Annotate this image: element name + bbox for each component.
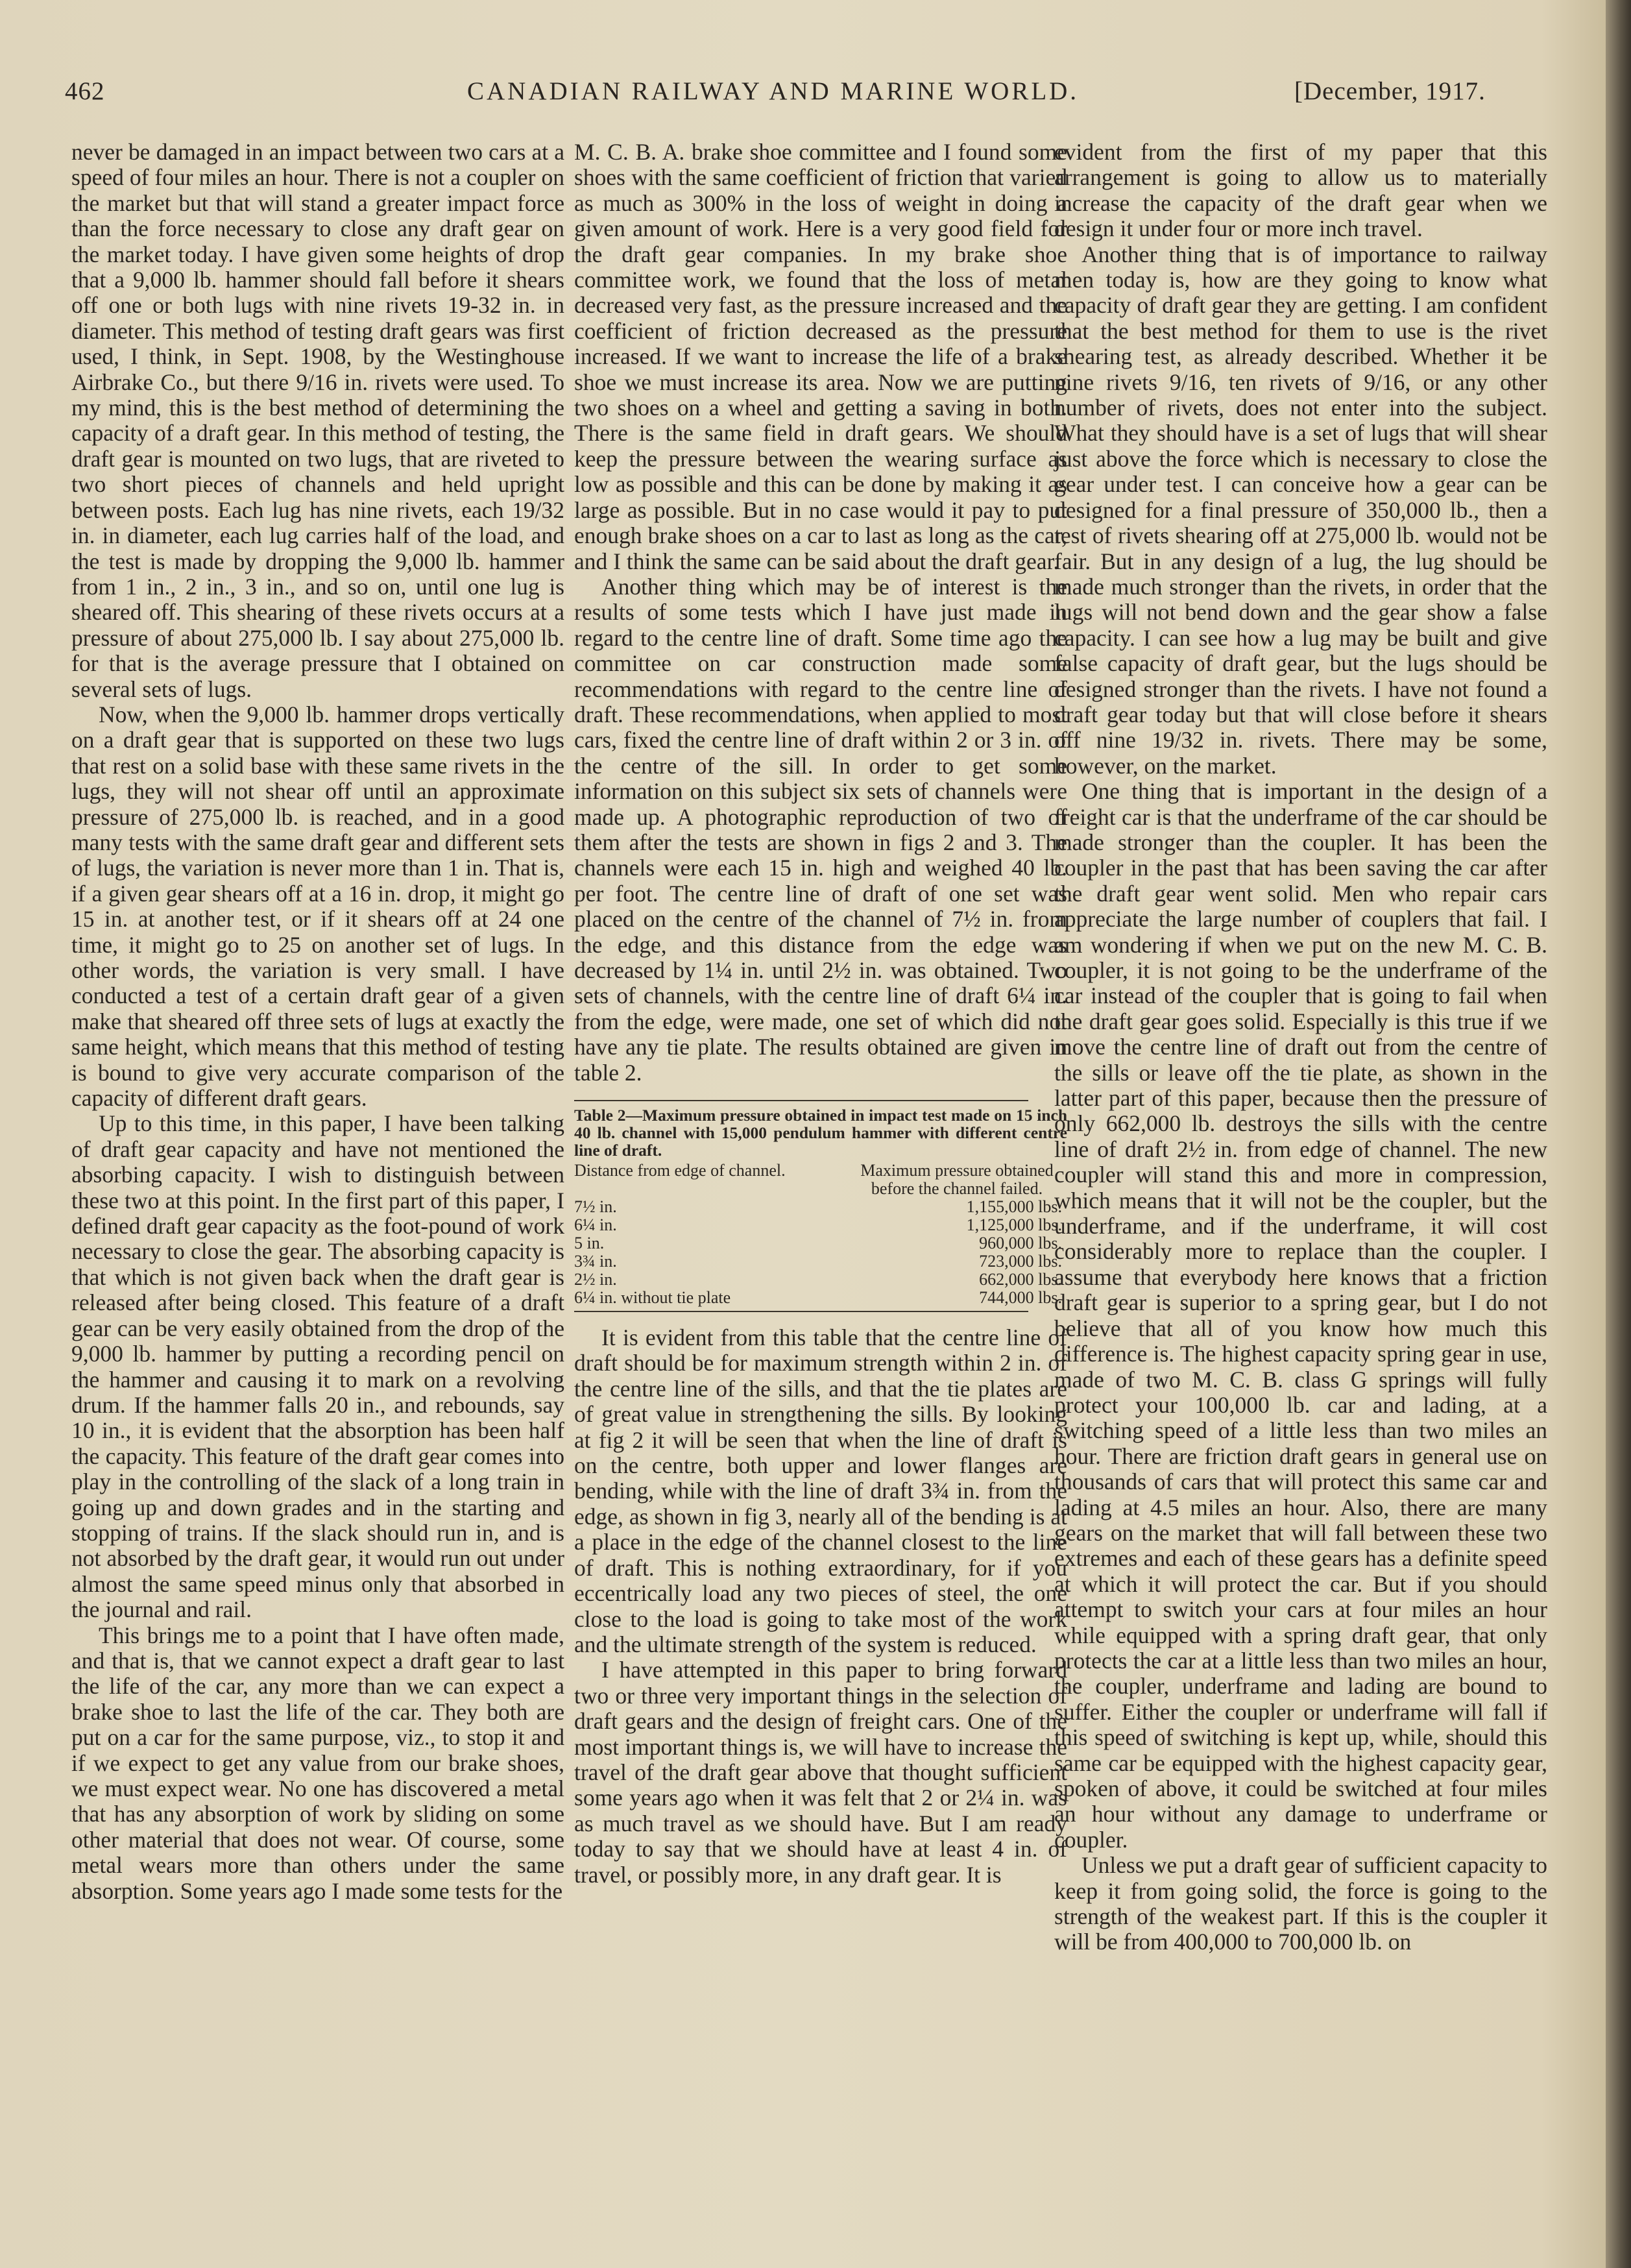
text-column-3 <box>1054 140 1547 1955</box>
paragraph: Up to this time, in this paper, I have been talking of draft gear capacity and have not mentioned the absorbing capacity. I wish to distinguish between these two at this point. In the first part of this paper, I defined draft gear capacity as the foot-pound of work necessary to close the gear. The absorbing capacity is that which is not given back when the draft gear is released after being closed. This feature of a draft gear can be very easily obtained from the drop of the 9,000 lb. hammer by putting a recording pencil on the hammer and causing it to mark on a revolving drum. If the hammer falls 20 in., and rebounds, say 10 in., it is evident that the absorption has been half the capacity. This feature of the draft gear comes into play in the controlling of the slack of a long train in going up and down grades and in the starting and stopping of trains. If the slack should run in, and is not absorbed by the draft gear, it would run out under almost the same speed minus only that absorbed in the journal and rail. <box>71 1110 564 1623</box>
table-row <box>574 1216 1067 1234</box>
table-top-rule <box>574 1100 1028 1101</box>
data-table <box>574 1100 1067 1312</box>
paragraph: Unless we put a draft gear of sufficient capacity to keep it from going solid, the force is going to the strength of the weakest part. If this is the coupler it will be from 400,000 to 700,000 lb. on <box>1054 1852 1547 1955</box>
paragraph: This brings me to a point that I have often made, and that is, that we cannot expect a draft gear to last the life of the car, any more than we can expect a brake shoe to last the life of the car. They both are put on a car for the same purpose, viz., to stop it and if we expect to get any value from our brake shoes, we must expect wear. No one has discovered a metal that has any absorption of work by sliding on some other material that does not wear. Of course, some metal wears more than others under the same absorption. Some years ago I made some tests for the <box>71 1622 564 1904</box>
table-cell-pressure: 744,000 lbs. <box>979 1288 1062 1308</box>
table-row <box>574 1198 1067 1216</box>
paragraph: One thing that is important in the design of a freight car is that the underframe of the car should be made stronger than the coupler. It has been the coupler in the past that has been saving the car after the draft gear went solid. Men who repair cars appreciate the large number of couplers that fail. I am wondering if when we put on the new M. C. B. coupler, it is not going to be the underframe of the car instead of the coupler that is going to fail when the draft gear goes solid. Especially is this true if we move the centre line of draft out from the centre of the sills or leave off the tie plate, as shown in the latter part of this paper, because then the pressure of only 662,000 lb. destroys the sills with the centre line of draft 2½ in. from edge of channel. The new coupler will stand this and more in compression, which means that it will not be the coupler, but the underframe, and if the underframe, it will cost considerably more to replace than the coupler. I assume that everybody here knows that a friction draft gear is superior to a spring gear, but I do not believe that all of you know how much this difference is. The highest capacity spring gear in use, made of two M. C. B. class G springs will fully protect your 100,000 lb. car and lading, at a switching speed of a little less than two miles an hour. There are friction draft gears in general use on thousands of cars that will protect this same car and lading at 4.5 miles an hour. Also, there are many gears on the market that will fall between these two extremes and each of these gears has a definite speed at which it will protect the car. But if you should attempt to switch your cars at four miles an hour while equipped with a spring draft gear, that only protects the car at a little less than two miles an hour, the coupler, underframe and lading are bound to suffer. Either the coupler or underframe will fall if this speed of switching is kept up, while, should this same car be equipped with the highest capacity gear, spoken of above, it could be switched at four miles an hour without any damage to underframe or coupler. <box>1054 778 1547 1853</box>
table-row <box>574 1271 1067 1289</box>
table-cell-pressure: 960,000 lbs. <box>979 1234 1062 1253</box>
table-caption: Table 2—Maximum pressure obtained in impact test made on 15 inch 40 lb. channel with 15,000 pendulum hammer with different centre line of draft. <box>574 1106 1067 1160</box>
table-cell-distance: 5 in. <box>574 1234 605 1253</box>
paragraph: Another thing which may be of interest is the results of some tests which I have just made in regard to the centre line of draft. Some time ago the committee on car construction made some recommendations with regard to the centre line of draft. These recommendations, when applied to most cars, fixed the centre line of draft within 2 or 3 in. of the centre of the sill. In order to get some information on this subject six sets of channels were made up. A photographic reproduction of two of them after the tests are shown in figs 2 and 3. The channels were each 15 in. high and weighed 40 lb. per foot. The centre line of draft of one set was placed on the centre of the channel of 7½ in. from the edge, and this distance from the edge was decreased by 1¼ in. until 2½ in. was obtained. Two sets of channels, with the centre line of draft 6¼ in. from the edge, were made, one set of which did not have any tie plate. The results obtained are given in table 2. <box>574 573 1067 1086</box>
table-bottom-rule <box>574 1311 1028 1312</box>
paragraph: Now, when the 9,000 lb. hammer drops vertically on a draft gear that is supported on these two lugs that rest on a solid base with these same rivets in the lugs, they will not shear off until an approximate pressure of 275,000 lb. is reached, and in a good many tests with the same draft gear and different sets of lugs, the variation is never more than 1 in. That is, if a given gear shears off at a 16 in. drop, it might go 15 in. at another test, or if it shears off at 24 one time, it might go to 25 on another set of lugs. In other words, the variation is very small. I have conducted a test of a certain draft gear of a given make that sheared off three sets of lugs at exactly the same height, which means that this method of testing is bound to give very accurate comparison of the capacity of different draft gears. <box>71 701 564 1112</box>
table-cell-distance: 3¾ in. <box>574 1252 617 1271</box>
table-cell-pressure: 1,125,000 lbs. <box>966 1215 1062 1235</box>
paragraph: It is evident from this table that the centre line of draft should be for maximum strength within 2 in. of the centre line of the sills, and that the tie plates are of great value in strengthening the sills. By looking at fig 2 it will be seen that when the line of draft is on the centre, both upper and lower flanges are bending, while with the line of draft 3¾ in. from the edge, as shown in fig 3, nearly all of the bending is at a place in the edge of the channel closest to the line of draft. This is nothing extraordinary, for if you eccentrically load any two pieces of steel, the one close to the load is going to take most of the work and the ultimate strength of the system is reduced. <box>574 1324 1067 1657</box>
issue-date: [December, 1917. <box>1294 77 1486 105</box>
paragraph: evident from the first of my paper that this arrangement is going to allow us to materially increase the capacity of the draft gear when we design it under four or more inch travel. <box>1054 139 1547 242</box>
text-column-1 <box>71 140 564 1904</box>
journal-title: CANADIAN RAILWAY AND MARINE WORLD. <box>467 77 1080 105</box>
table-header <box>574 1162 1067 1198</box>
book-spine-shadow <box>1606 0 1631 2268</box>
page-number: 462 <box>65 77 105 105</box>
table-row <box>574 1234 1067 1252</box>
paragraph: M. C. B. A. brake shoe committee and I found some shoes with the same coefficient of friction that varied as much as 300% in the loss of weight in doing a given amount of work. Here is a very good field for the draft gear companies. In my brake shoe committee work, we found that the loss of metal decreased very fast, as the pressure increased and the coefficient of friction decreased as the pressure increased. If we want to increase the life of a brake shoe we must increase its area. Now we are putting two shoes on a wheel and getting a saving in both. There is the same field in draft gears. We should keep the pressure between the wearing surface as low as possible and this can be done by making it as large as possible. But in no case would it pay to put enough brake shoes on a car to last as long as the car, and I think the same can be said about the draft gear. <box>574 139 1067 574</box>
paragraph: I have attempted in this paper to bring forward two or three very important things in the selection of draft gears and the design of freight cars. One of the most important things is, we will have to increase the travel of the draft gear above that thought sufficient some years ago when it was felt that 2 or 2¼ in. was as much travel as we should have. But I am ready today to say that we should have at least 4 in. of travel, or possibly more, in any draft gear. It is <box>574 1657 1067 1888</box>
text-column-2 <box>574 140 1067 1888</box>
table-cell-distance: 7½ in. <box>574 1197 617 1217</box>
table-cell-distance: 6¼ in. without tie plate <box>574 1288 731 1308</box>
column-header-pressure: Maximum pressure obtained before the channel failed. <box>860 1161 1054 1199</box>
table-cell-pressure: 723,000 lbs. <box>979 1252 1062 1271</box>
table-row <box>574 1289 1067 1307</box>
paragraph: never be damaged in an impact between two cars at a speed of four miles an hour. There is not a coupler on the market but that will stand a greater impact force than the force necessary to close any draft gear on the market today. I have given some heights of drop that a 9,000 lb. hammer should fall before it shears off one or both lugs with nine rivets 19-32 in. in diameter. This method of testing draft gears was first used, I think, in Sept. 1908, by the Westinghouse Airbrake Co., but there 9/16 in. rivets were used. To my mind, this is the best method of determining the capacity of a draft gear. In this method of testing, the draft gear is mounted on two lugs, that are riveted to two short pieces of channels and held upright between posts. Each lug has nine rivets, each 19/32 in. in diameter, each lug carries half of the load, and the test is made by dropping the 9,000 lb. hammer from 1 in., 2 in., 3 in., and so on, until one lug is sheared off. This shearing of these rivets occurs at a pressure of about 275,000 lb. I say about 275,000 lb. for that is the average pressure that I obtained on several sets of lugs. <box>71 139 564 702</box>
table-cell-distance: 2½ in. <box>574 1270 617 1289</box>
table-cell-pressure: 1,155,000 lbs. <box>966 1197 1062 1217</box>
table-cell-distance: 6¼ in. <box>574 1215 617 1235</box>
table-row <box>574 1252 1067 1271</box>
paragraph: Another thing that is of importance to railway men today is, how are they going to know what capacity of draft gear they are getting. I am confident that the best method for them to use is the rivet shearing test, as already described. Whether it be nine rivets 9/16, ten rivets of 9/16, or any other number of rivets, does not enter into the subject. What they should have is a set of lugs that will shear just above the force which is necessary to close the gear under test. I can conceive how a gear can be designed for a final pressure of 350,000 lb., then a test of rivets shearing off at 275,000 lb. would not be fair. But in any design of a lug, the lug should be made much stronger than the rivets, in order that the lugs will not bend down and the gear show a false capacity. I can see how a lug may be built and give false capacity of draft gear, but the lugs should be designed stronger than the rivets. I have not found a draft gear today but that will close before it shears off nine 19/32 in. rivets. There may be some, however, on the market. <box>1054 241 1547 779</box>
table-cell-pressure: 662,000 lbs. <box>979 1270 1062 1289</box>
column-header-distance: Distance from edge of channel. <box>574 1161 786 1180</box>
